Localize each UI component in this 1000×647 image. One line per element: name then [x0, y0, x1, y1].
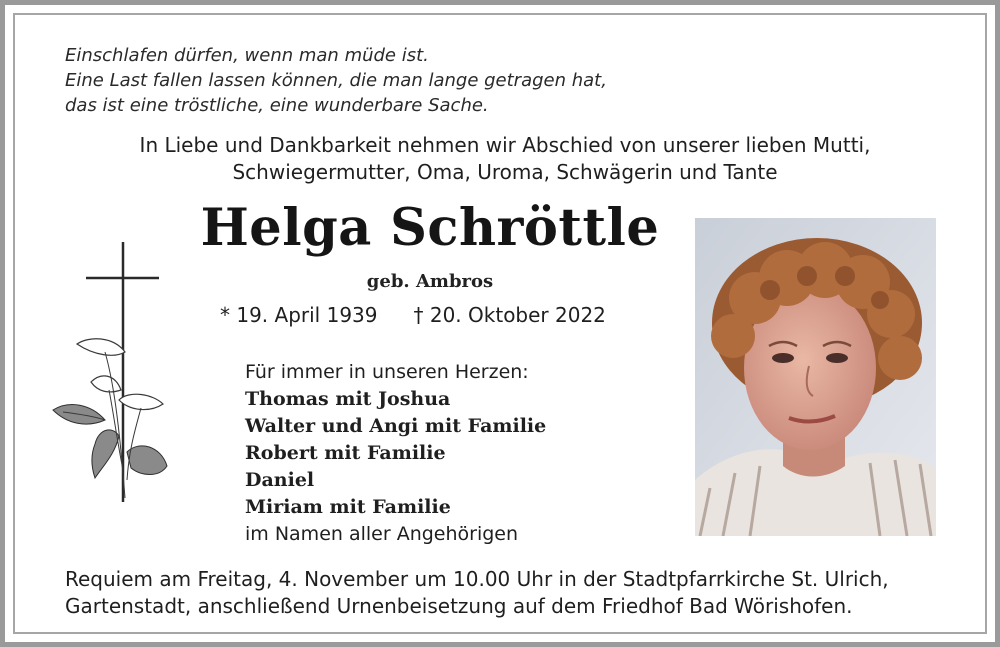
mourners-list — [245, 359, 546, 548]
intro-line: Schwiegermutter, Oma, Uroma, Schwägerin und Tante — [232, 160, 778, 184]
requiem-line: Requiem am Freitag, 4. November um 10.00 Uhr in der Stadtpfarrkirche St. Ulrich, — [65, 567, 889, 591]
poem — [65, 43, 607, 118]
poem-line: Einschlafen dürfen, wenn man müde ist. — [65, 45, 429, 66]
mourner-name: Thomas mit Joshua — [245, 388, 451, 410]
requiem-info — [65, 566, 889, 620]
deceased-name: Helga Schröttle — [200, 198, 660, 258]
mourner-name: Robert mit Familie — [245, 442, 446, 464]
mourners-intro: Für immer in unseren Herzen: — [245, 361, 529, 383]
requiem-line: Gartenstadt, anschließend Urnenbeisetzung auf dem Friedhof Bad Wörishofen. — [65, 594, 853, 618]
death-date: † 20. Oktober 2022 — [413, 303, 606, 327]
mourner-name: Walter und Angi mit Familie — [245, 415, 547, 437]
poem-line: Eine Last fallen lassen können, die man lange getragen hat, — [65, 70, 607, 91]
intro-line: In Liebe und Dankbarkeit nehmen wir Abschied von unserer lieben Mutti, — [139, 133, 871, 157]
portrait-photo — [695, 218, 936, 536]
obituary-card — [5, 5, 995, 642]
mourner-name: Daniel — [245, 469, 315, 491]
birth-date: * 19. April 1939 — [220, 303, 378, 327]
birth-name: geb. Ambros — [366, 271, 494, 292]
mourner-name: Miriam mit Familie — [245, 496, 451, 518]
intro-text — [65, 132, 945, 186]
mourners-closing: im Namen aller Angehörigen — [245, 523, 519, 545]
life-dates — [220, 303, 606, 327]
poem-line: das ist eine tröstliche, eine wunderbare Sache. — [65, 95, 489, 116]
cross-lily-icon — [43, 240, 173, 505]
